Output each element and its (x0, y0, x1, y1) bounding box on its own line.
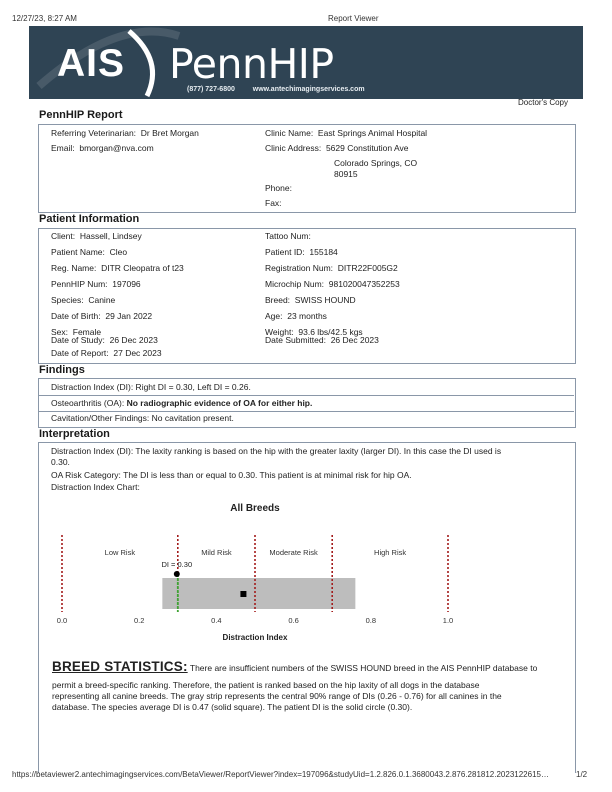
chart-title: All Breeds (230, 503, 280, 514)
dob-row: Date of Birth: 29 Jan 2022 (51, 311, 153, 321)
patient-id-row: Patient ID: 155184 (265, 247, 338, 257)
patient-di-label: DI = 0.30 (161, 560, 193, 569)
ais-pennhip-banner (29, 26, 583, 99)
print-datetime: 12/27/23, 8:27 AM (12, 14, 77, 23)
clinic-name: Clinic Name: East Springs Animal Hospital (265, 128, 428, 138)
x-tick-label-0: 0.0 (56, 616, 68, 625)
patient-name-row: Patient Name: Cleo (51, 247, 128, 257)
ninety-percent-range-strip (162, 578, 355, 609)
findings-divider-1 (39, 395, 574, 396)
interp-di-line2: 0.30. (51, 457, 70, 467)
doctors-copy: Doctor's Copy (518, 98, 568, 107)
breed-statistics-line1: There are insufficient numbers of the SWISS HOUND breed in the AIS PennHIP database to (189, 663, 538, 673)
x-tick-label-1: 0.2 (133, 616, 145, 625)
distraction-index-chart (0, 495, 612, 645)
breed-statistics (52, 661, 552, 674)
breed-row: Breed: SWISS HOUND (265, 295, 356, 305)
findings-divider-2 (39, 411, 574, 412)
print-page-number: 1/2 (576, 770, 588, 779)
clinic-address-zip: 80915 (334, 169, 358, 179)
tattoo-row: Tattoo Num: (265, 231, 311, 241)
findings-oa: Osteoarthritis (OA): No radiographic evidence of OA for either hip. (51, 398, 313, 408)
date-of-report-row: Date of Report: 27 Dec 2023 (51, 348, 162, 358)
microchip-row: Microchip Num: 981020047352253 (265, 279, 400, 289)
report-title: PennHIP Report (39, 109, 123, 121)
patient-info-title: Patient Information (39, 213, 140, 225)
breed-statistics-line2: permit a breed-specific ranking. Therefore, the patient is ranked based on the hip laxity of all dogs in the database (52, 680, 480, 690)
risk-zone-label-1: Mild Risk (201, 548, 232, 557)
breed-statistics-heading: BREED STATISTICS: (52, 659, 188, 674)
banner-website: www.antechimagingservices.com (252, 86, 365, 93)
breed-statistics-line3: representing all canine breeds. The gray strip represents the central 90% range of DIs (0.26 - 0.76) for all canines in the (52, 691, 502, 701)
x-tick-label-5: 1.0 (442, 616, 454, 625)
pennhip-num-row: PennHIP Num: 197096 (51, 279, 141, 289)
interp-oa-risk: OA Risk Category: The DI is less than or equal to 0.30. This patient is at minimal risk for hip OA. (51, 470, 412, 480)
date-submitted-row: Date Submitted: 26 Dec 2023 (265, 335, 379, 345)
breed-statistics-line4: database. The species average DI is 0.47 (solid square). The patient DI is the solid circle (0.30). (52, 702, 413, 712)
sex-row: Sex: Female (51, 327, 102, 337)
x-axis-label: Distraction Index (222, 633, 288, 642)
x-tick-label-2: 0.4 (211, 616, 222, 625)
findings-title: Findings (39, 364, 85, 376)
ais-logo-text: AIS (57, 42, 126, 85)
referring-email: Email: bmorgan@nva.com (51, 143, 154, 153)
banner-phone: (877) 727-6800 (187, 86, 235, 93)
age-row: Age: 23 months (265, 311, 327, 321)
reg-name-row: Reg. Name: DITR Cleopatra of t23 (51, 263, 184, 273)
interp-di-line1: Distraction Index (DI): The laxity ranking is based on the hip with the greater laxity (larger DI). In this case the DI used is (51, 446, 502, 456)
pennhip-logo-text: PennHIP (169, 40, 334, 88)
date-of-study-row: Date of Study: 26 Dec 2023 (51, 335, 158, 345)
x-tick-label-4: 0.8 (365, 616, 377, 625)
weight-row: Weight: 93.6 lbs/42.5 kgs (265, 327, 363, 337)
print-page-title: Report Viewer (328, 14, 379, 23)
client-row: Client: Hassell, Lindsey (51, 231, 142, 241)
print-url: https://betaviewer2.antechimagingservices.com/BetaViewer/ReportViewer?index=197096&studyUid=1.2.826.0.1.3680043.2.876.281812.2023122615… (12, 770, 549, 779)
clinic-phone-label: Phone: (265, 183, 292, 193)
risk-zone-label-3: High Risk (374, 548, 407, 557)
species-row: Species: Canine (51, 295, 116, 305)
clinic-fax-label: Fax: (265, 198, 282, 208)
interpretation-title: Interpretation (39, 428, 110, 440)
x-tick-label-3: 0.6 (288, 616, 299, 625)
findings-cavitation: Cavitation/Other Findings: No cavitation present. (51, 413, 234, 423)
clinic-address-city: Colorado Springs, CO (334, 158, 418, 168)
clinic-address: Clinic Address: 5629 Constitution Ave (265, 143, 409, 153)
referring-vet: Referring Veterinarian: Dr Bret Morgan (51, 128, 199, 138)
interp-chart-caption: Distraction Index Chart: (51, 482, 140, 492)
risk-zone-label-2: Moderate Risk (269, 548, 318, 557)
banner-contact (187, 86, 365, 93)
patient-di-point (174, 571, 180, 577)
species-average-point (240, 591, 246, 597)
findings-di: Distraction Index (DI): Right DI = 0.30, Left DI = 0.26. (51, 382, 251, 392)
risk-zone-label-0: Low Risk (104, 548, 136, 557)
registration-num-row: Registration Num: DITR22F005G2 (265, 263, 398, 273)
